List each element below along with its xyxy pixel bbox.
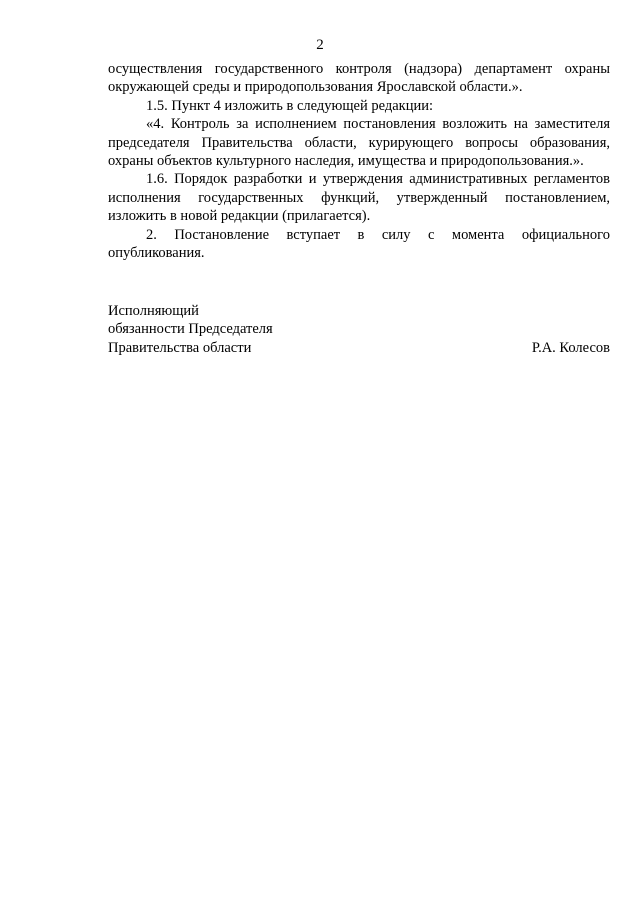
page-number: 2 [316, 37, 324, 53]
signatory-title-line-2: обязанности Председателя [108, 321, 273, 338]
paragraph-1-5: 1.5. Пункт 4 изложить в следующей редакции: [146, 97, 434, 114]
paragraph-quoted-point-4: «4. Контроль за исполнением постановления возложить на заместителя председателя Правительства области, курирующего вопросы образования, охраны объектов культурного наследия, имущества и природопользования.». [108, 116, 610, 170]
signatory-title-line-1: Исполняющий [108, 303, 199, 319]
paragraph-2: 2. Постановление вступает в силу с момента официального опубликования. [108, 226, 610, 262]
document-body [108, 60, 610, 262]
signatory-row [108, 339, 610, 357]
signature-block [108, 302, 610, 357]
paragraph-continuation: осуществления государственного контроля (надзора) департамент охраны окружающей среды и природопользования Ярославской области.». [108, 61, 610, 96]
signatory-name: Р.А. Колесов [531, 339, 610, 356]
signatory-title-line-3: Правительства области [108, 339, 252, 356]
paragraph-1-6: 1.6. Порядок разработки и утверждения административных регламентов исполнения государственных функций, утвержденный постановлением, изложить в новой редакции (прилагается). [108, 171, 610, 225]
